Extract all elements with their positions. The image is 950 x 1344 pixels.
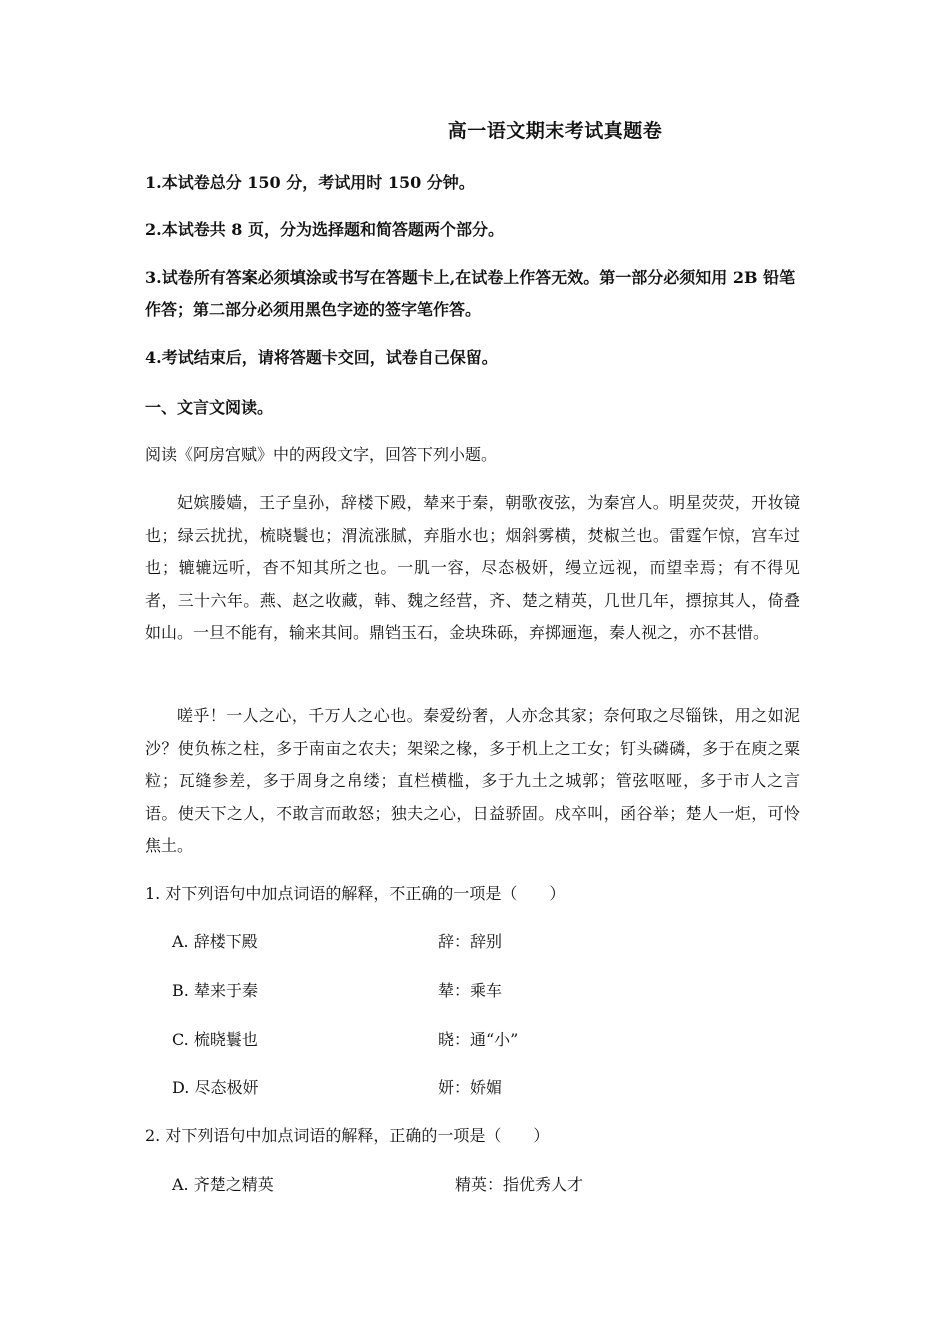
- passage-paragraph-2: 嗟乎！一人之心，千万人之心也。秦爱纷奢，人亦念其家；奈何取之尽锱铢，用之如泥沙？使负栋之柱，多于南亩之农夫；架梁之椽，多于机上之工女；钉头磷磷，多于在庾之粟粒；瓦缝参差，多于周身之帛缕；直栏横槛，多于九土之城郭；管弦呕哑，多于市人之言语。使天下之人，不敢言而敢怒；独夫之心，日益骄固。戍卒叫，函谷举；楚人一炬，可怜焦土。: [145, 706, 800, 855]
- instruction-3: 3.试卷所有答案必须填涂或书写在答题卡上,在试卷上作答无效。第一部分必须知用 2B 铅笔作答；第二部分必须用黑色字迹的签字笔作答。: [145, 268, 796, 319]
- question-1-option-c-gloss: 晓：通“小”: [438, 1030, 519, 1049]
- question-1-option-b-gloss: 辇：乘车: [438, 981, 503, 1000]
- option-letter: A.: [172, 932, 189, 951]
- option-phrase: 尽态极妍: [194, 1078, 259, 1097]
- option-letter: C.: [172, 1030, 189, 1049]
- question-1-option-d-gloss: 妍：娇媚: [438, 1078, 503, 1097]
- passage-paragraph-1: 妃嫔媵嫱，王子皇孙，辞楼下殿，辇来于秦，朝歌夜弦，为秦宫人。明星荧荧，开妆镜也；绿云扰扰，梳晓鬟也；渭流涨腻，弃脂水也；烟斜雾横，焚椒兰也。雷霆乍惊，宫车过也；辘辘远听，杳不知其所之也。一肌一容，尽态极妍，缦立远视，而望幸焉；有不得见者，三十六年。燕、赵之收藏，韩、魏之经营，齐、楚之精英，几世几年，摽掠其人，倚叠如山。一旦不能有，输来其间。鼎铛玉石，金块珠砾，弃掷逦迤，秦人视之，亦不甚惜。: [145, 493, 800, 642]
- option-letter: A.: [172, 1175, 189, 1194]
- question-2-option-a[interactable]: [172, 1173, 274, 1197]
- instruction-2: 2.本试卷共 8 页，分为选择题和简答题两个部分。: [145, 220, 504, 239]
- question-2-stem: 2. 对下列语句中加点词语的解释，正确的一项是（ ）: [145, 1126, 550, 1145]
- reading-prompt: 阅读《阿房宫赋》中的两段文字，回答下列小题。: [145, 445, 498, 464]
- question-1-option-d[interactable]: [172, 1076, 258, 1100]
- option-letter: D.: [172, 1078, 190, 1097]
- question-1-option-a-gloss: 辞：辞别: [438, 932, 503, 951]
- instruction-1: 1.本试卷总分 150 分，考试用时 150 分钟。: [145, 173, 475, 192]
- page-title: 高一语文期末考试真题卷: [447, 120, 663, 142]
- instruction-4: 4.考试结束后，请将答题卡交回，试卷自己保留。: [145, 348, 498, 367]
- question-1-option-c[interactable]: [172, 1028, 258, 1052]
- question-2-option-a-gloss: 精英：指优秀人才: [455, 1175, 584, 1194]
- option-phrase: 辇来于秦: [193, 981, 258, 1000]
- option-phrase: 齐楚之精英: [193, 1175, 274, 1194]
- section-heading: 一、文言文阅读。: [145, 398, 274, 417]
- question-1-option-a[interactable]: [172, 930, 258, 954]
- option-phrase: 梳晓鬟也: [193, 1030, 258, 1049]
- question-1-stem: 1. 对下列语句中加点词语的解释，不正确的一项是（ ）: [145, 884, 566, 903]
- question-1-option-b[interactable]: [172, 979, 258, 1003]
- option-phrase: 辞楼下殿: [193, 932, 258, 951]
- option-letter: B.: [172, 981, 189, 1000]
